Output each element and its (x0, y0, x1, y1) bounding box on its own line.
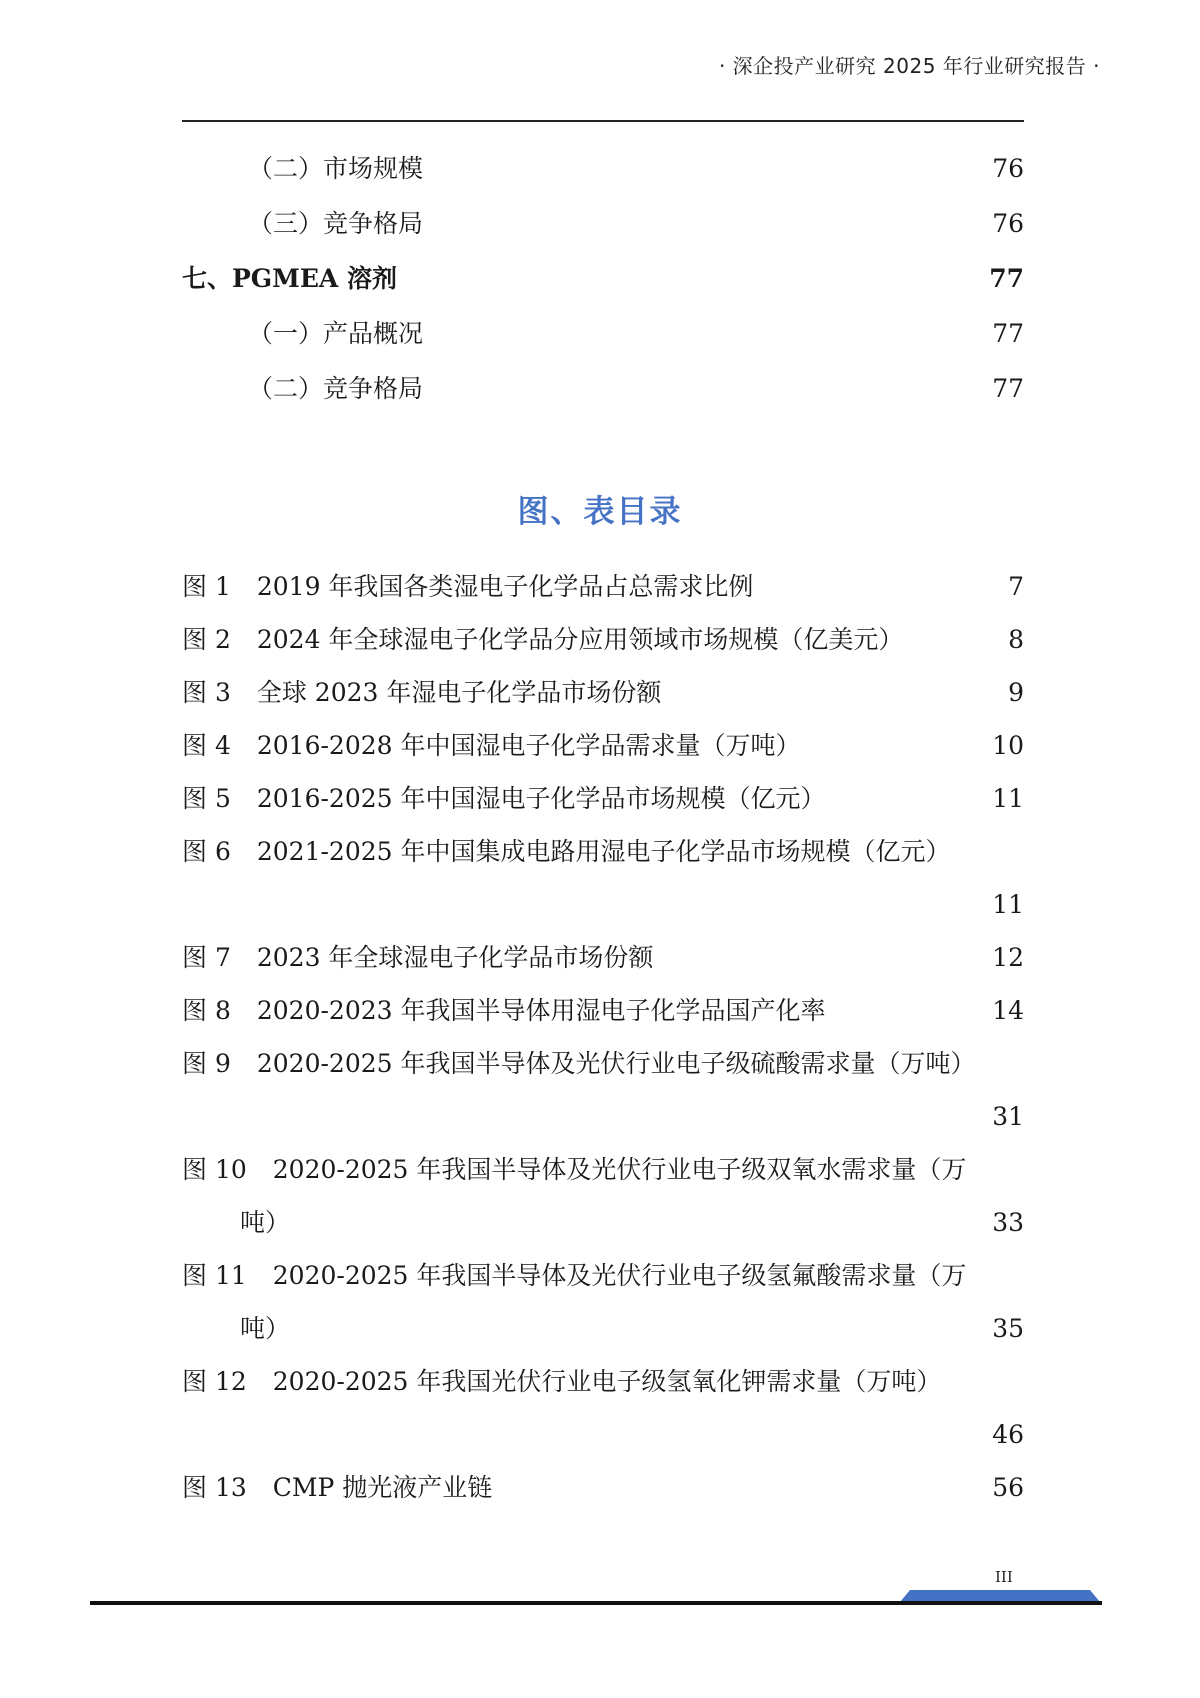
table-of-contents (182, 141, 1024, 416)
figure-entry[interactable] (182, 931, 1024, 984)
figure-label: 图 11 (182, 1261, 247, 1290)
toc-chapter-entry[interactable] (182, 251, 1024, 306)
figure-entry[interactable] (182, 772, 1024, 825)
figure-title: 2020-2025 年我国半导体及光伏行业电子级氢氟酸需求量（万 (272, 1261, 967, 1290)
figure-entry[interactable] (182, 613, 1024, 666)
figure-title: 2024 年全球湿电子化学品分应用领域市场规模（亿美元） (256, 625, 904, 654)
dot-leader (655, 941, 990, 966)
dot-leader (905, 623, 1006, 648)
toc-entry-page: 76 (992, 154, 1024, 183)
figure-label: 图 13 (182, 1473, 247, 1502)
toc-entry-page: 77 (992, 319, 1024, 348)
footer-divider (90, 1601, 1102, 1605)
figure-entry[interactable] (182, 1249, 1024, 1355)
figure-title: 2020-2025 年我国光伏行业电子级氢氧化钾需求量（万吨） (272, 1367, 942, 1396)
figure-title: 2019 年我国各类湿电子化学品占总需求比例 (256, 572, 754, 601)
figure-label: 图 1 (182, 572, 231, 601)
toc-entry[interactable] (182, 306, 1024, 361)
page-number: III (995, 1568, 1013, 1586)
section-title: 图、表目录 (517, 494, 683, 530)
toc-entry-text: （一）产品概况 (248, 319, 424, 348)
toc-entry-page: 77 (989, 264, 1024, 293)
figure-page: 46 (992, 1420, 1024, 1449)
dot-leader (494, 1471, 990, 1496)
figure-entry[interactable] (182, 666, 1024, 719)
dot-leader (828, 782, 991, 807)
figure-page: 11 (992, 890, 1024, 919)
toc-entry[interactable] (182, 196, 1024, 251)
figure-entry[interactable] (182, 984, 1024, 1037)
figure-entry[interactable] (182, 1461, 1024, 1514)
dot-leader (755, 570, 1006, 595)
toc-entry[interactable] (182, 361, 1024, 416)
toc-entry-page: 76 (992, 209, 1024, 238)
dot-leader (803, 729, 991, 754)
figure-title: 2020-2025 年我国半导体及光伏行业电子级双氧水需求量（万 (272, 1155, 967, 1184)
figure-title: 2016-2025 年中国湿电子化学品市场规模（亿元） (256, 784, 826, 813)
toc-entry[interactable] (182, 141, 1024, 196)
figure-entry[interactable] (182, 560, 1024, 613)
header-divider (182, 120, 1024, 122)
dot-leader (425, 207, 990, 232)
dot-leader (425, 372, 990, 397)
figure-title: 2023 年全球湿电子化学品市场份额 (256, 943, 654, 972)
figure-entry[interactable] (182, 825, 1024, 931)
figure-label: 图 8 (182, 996, 231, 1025)
figure-entry[interactable] (182, 1355, 1024, 1461)
figure-title: CMP 抛光液产业链 (272, 1473, 493, 1502)
figure-entry[interactable] (182, 719, 1024, 772)
figure-page: 33 (992, 1208, 1024, 1237)
figure-title: 全球 2023 年湿电子化学品市场份额 (256, 678, 662, 707)
figure-label: 图 3 (182, 678, 231, 707)
figure-title: 2021-2025 年中国集成电路用湿电子化学品市场规模（亿元） (256, 837, 951, 866)
running-header: · 深企投产业研究 2025 年行业研究报告 · (718, 54, 1100, 78)
figure-label: 图 6 (182, 837, 231, 866)
toc-entry-text: （二）竞争格局 (248, 374, 424, 403)
dot-leader (828, 994, 991, 1019)
dot-leader (292, 1312, 990, 1337)
toc-entry-text: 七、PGMEA 溶剂 (182, 264, 397, 293)
figure-page: 14 (992, 996, 1024, 1025)
figure-label: 图 9 (182, 1049, 231, 1078)
dot-leader (242, 888, 990, 913)
dot-leader (425, 317, 990, 342)
figure-list (182, 560, 1024, 1514)
dot-leader (242, 1100, 990, 1125)
figure-title: 2020-2025 年我国半导体及光伏行业电子级硫酸需求量（万吨） (256, 1049, 976, 1078)
toc-entry-text: （三）竞争格局 (248, 209, 424, 238)
toc-entry-text: （二）市场规模 (248, 154, 424, 183)
figure-title: 2016-2028 年中国湿电子化学品需求量（万吨） (256, 731, 801, 760)
figure-page: 12 (992, 943, 1024, 972)
figure-page: 35 (992, 1314, 1024, 1343)
figure-label: 图 2 (182, 625, 231, 654)
figure-title-continued: 吨） (240, 1208, 291, 1237)
figure-page: 7 (1008, 572, 1024, 601)
figure-page: 11 (992, 784, 1024, 813)
dot-leader (663, 676, 1006, 701)
figure-page: 9 (1008, 678, 1024, 707)
figure-label: 图 7 (182, 943, 231, 972)
dot-leader (242, 1418, 990, 1443)
dot-leader (292, 1206, 990, 1231)
figure-page: 56 (992, 1473, 1024, 1502)
toc-entry-page: 77 (992, 374, 1024, 403)
figure-label: 图 5 (182, 784, 231, 813)
figure-page: 8 (1008, 625, 1024, 654)
figure-title: 2020-2023 年我国半导体用湿电子化学品国产化率 (256, 996, 826, 1025)
figure-entry[interactable] (182, 1037, 1024, 1143)
figure-page: 31 (992, 1102, 1024, 1131)
dot-leader (399, 262, 987, 287)
figure-label: 图 12 (182, 1367, 247, 1396)
figure-label: 图 4 (182, 731, 231, 760)
figure-entry[interactable] (182, 1143, 1024, 1249)
figure-label: 图 10 (182, 1155, 247, 1184)
figure-page: 10 (992, 731, 1024, 760)
dot-leader (425, 152, 990, 177)
figure-title-continued: 吨） (240, 1314, 291, 1343)
